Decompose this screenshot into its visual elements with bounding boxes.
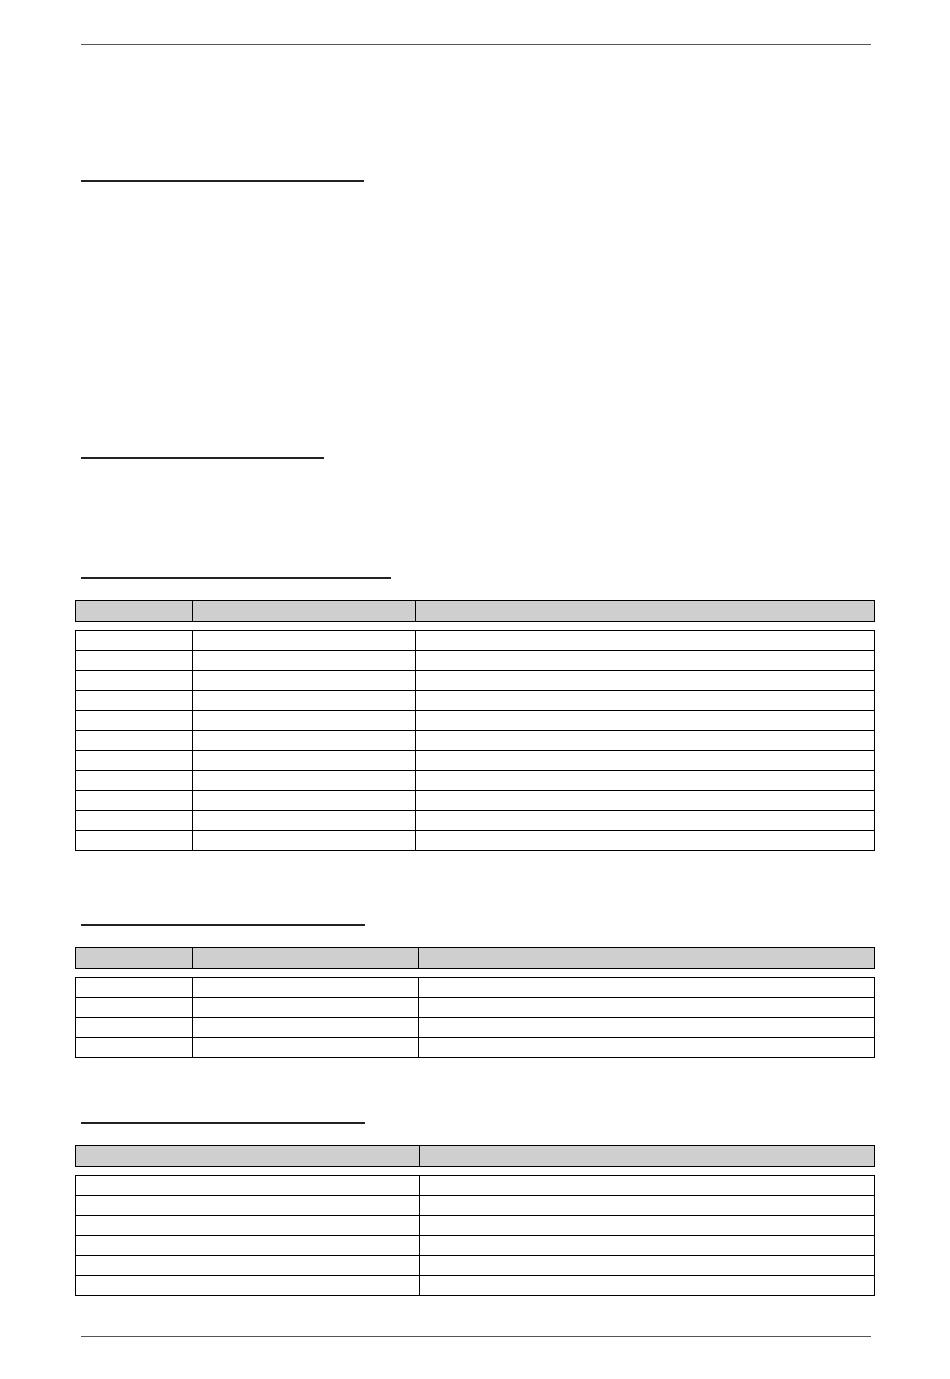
table-cell	[420, 1216, 875, 1236]
column-header	[76, 1146, 420, 1167]
table-cell	[416, 691, 875, 711]
table-cell	[416, 791, 875, 811]
column-header	[76, 601, 193, 622]
table-cell	[416, 631, 875, 651]
table-cell	[76, 711, 193, 731]
table-cell	[416, 711, 875, 731]
table-cell	[416, 751, 875, 771]
table-cell	[419, 1018, 875, 1038]
table-row	[76, 731, 875, 751]
table-cell	[76, 1038, 193, 1058]
table-cell	[420, 1196, 875, 1216]
table-cell	[76, 1216, 420, 1236]
table-cell	[76, 998, 193, 1018]
table-row	[76, 651, 875, 671]
column-header	[193, 601, 416, 622]
table-cell	[76, 1236, 420, 1256]
table-3	[75, 1145, 875, 1296]
table-row	[76, 1256, 875, 1276]
table-cell	[76, 1018, 193, 1038]
table-cell	[420, 1176, 875, 1196]
table-cell	[76, 831, 193, 851]
table-row	[76, 1216, 875, 1236]
table-row	[76, 1018, 875, 1038]
footer-rule	[81, 1336, 871, 1337]
column-header	[419, 948, 875, 969]
table-cell	[419, 1038, 875, 1058]
section-heading-2	[81, 457, 324, 459]
table-cell	[193, 711, 416, 731]
table-cell	[193, 771, 416, 791]
table-cell	[416, 831, 875, 851]
table-cell	[76, 1196, 420, 1216]
table-row	[76, 791, 875, 811]
table-cell	[76, 1256, 420, 1276]
table-cell	[76, 671, 193, 691]
table-1	[75, 600, 875, 851]
table-cell	[193, 651, 416, 671]
table-cell	[416, 771, 875, 791]
table-cell	[76, 651, 193, 671]
table-cell	[416, 731, 875, 751]
table-cell	[76, 978, 193, 998]
table-header-row	[76, 1146, 875, 1167]
table-cell	[76, 1176, 420, 1196]
table-row	[76, 811, 875, 831]
table-row	[76, 631, 875, 651]
table-cell	[76, 1276, 420, 1296]
table-cell	[76, 791, 193, 811]
table-cell	[416, 811, 875, 831]
table-cell	[420, 1276, 875, 1296]
table-row	[76, 1236, 875, 1256]
table-header-row	[76, 601, 875, 622]
table-row	[76, 1176, 875, 1196]
table-cell	[193, 1038, 419, 1058]
table-cell	[420, 1256, 875, 1276]
table-cell	[76, 771, 193, 791]
table-row	[76, 1196, 875, 1216]
table-cell	[193, 751, 416, 771]
table-cell	[193, 631, 416, 651]
table-cell	[76, 731, 193, 751]
table-cell	[76, 631, 193, 651]
table-header-row	[76, 948, 875, 969]
table-row	[76, 978, 875, 998]
table-cell	[416, 671, 875, 691]
table-cell	[193, 811, 416, 831]
table-cell	[193, 998, 419, 1018]
table-cell	[76, 751, 193, 771]
table-row	[76, 831, 875, 851]
table-row	[76, 1276, 875, 1296]
section-heading-4	[81, 924, 365, 926]
column-header	[193, 948, 419, 969]
table-cell	[419, 998, 875, 1018]
table-cell	[193, 978, 419, 998]
table-cell	[416, 651, 875, 671]
table-cell	[76, 811, 193, 831]
table-2	[75, 947, 875, 1058]
table-cell	[193, 1018, 419, 1038]
table-cell	[419, 978, 875, 998]
table-cell	[193, 671, 416, 691]
table-row	[76, 998, 875, 1018]
table-cell	[193, 831, 416, 851]
section-heading-3	[81, 577, 391, 579]
table-row	[76, 671, 875, 691]
table-row	[76, 711, 875, 731]
table-cell	[193, 791, 416, 811]
table-row	[76, 771, 875, 791]
table-cell	[193, 691, 416, 711]
table-row	[76, 691, 875, 711]
section-heading-1	[81, 180, 364, 182]
table-row	[76, 1038, 875, 1058]
table-cell	[420, 1236, 875, 1256]
column-header	[76, 948, 193, 969]
table-cell	[76, 691, 193, 711]
column-header	[416, 601, 875, 622]
table-cell	[193, 731, 416, 751]
column-header	[420, 1146, 875, 1167]
section-heading-5	[81, 1122, 365, 1124]
table-row	[76, 751, 875, 771]
header-rule	[81, 44, 871, 45]
